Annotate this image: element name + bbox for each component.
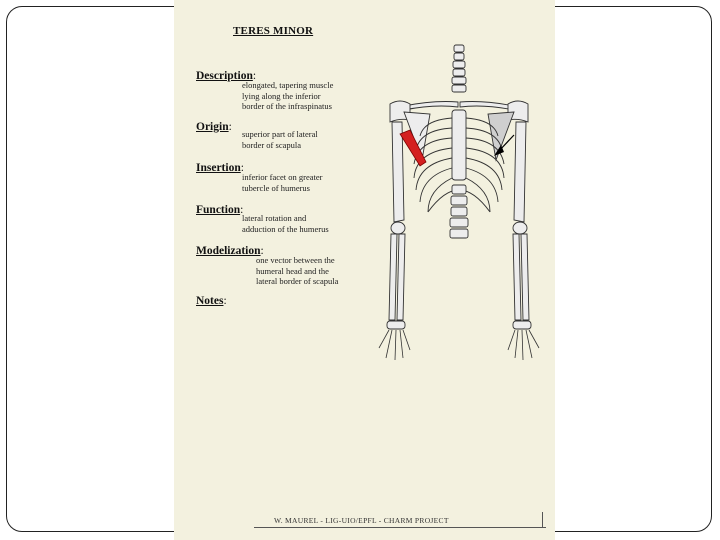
insertion-text bbox=[242, 172, 362, 193]
modelization-line: lateral border of scapula bbox=[256, 276, 339, 286]
modelization-section: Modelization: bbox=[196, 245, 264, 257]
function-line: lateral rotation and bbox=[242, 213, 307, 223]
modelization-line: humeral head and the bbox=[256, 265, 329, 276]
insertion-line: tubercle of humerus bbox=[242, 182, 310, 193]
description-line: lying along the inferior bbox=[242, 90, 321, 101]
footer-credit: W. MAUREL - LIG-UIO/EPFL - CHARM PROJECT bbox=[274, 516, 449, 525]
footer-divider bbox=[254, 527, 546, 528]
anatomy-sheet bbox=[174, 0, 555, 540]
description-section: Description: bbox=[196, 70, 257, 82]
modelization-heading: Modelization bbox=[196, 245, 261, 257]
description-line: elongated, tapering muscle bbox=[242, 80, 334, 90]
notes-section: Notes: bbox=[196, 295, 227, 307]
function-text bbox=[242, 213, 362, 234]
description-text bbox=[242, 80, 362, 112]
function-line: adduction of the humerus bbox=[242, 223, 329, 234]
origin-text bbox=[242, 129, 362, 150]
insertion-section: Insertion: bbox=[196, 162, 244, 174]
origin-section: Origin: bbox=[196, 121, 232, 133]
insertion-heading: Insertion bbox=[196, 162, 241, 174]
origin-heading: Origin bbox=[196, 121, 229, 133]
function-section: Function: bbox=[196, 204, 244, 216]
modelization-line: one vector between the bbox=[256, 255, 335, 265]
description-line: border of the infraspinatus bbox=[242, 101, 332, 111]
origin-line: border of scapula bbox=[242, 139, 302, 150]
footer-rule bbox=[542, 512, 543, 528]
modelization-text bbox=[256, 255, 376, 287]
sheet-title: TERES MINOR bbox=[233, 25, 314, 37]
function-heading: Function bbox=[196, 204, 241, 216]
insertion-line: inferior facet on greater bbox=[242, 172, 323, 182]
notes-heading: Notes bbox=[196, 295, 224, 307]
origin-line: superior part of lateral bbox=[242, 129, 318, 139]
skeleton-front-view-icon bbox=[364, 40, 554, 380]
description-heading: Description bbox=[196, 70, 253, 82]
